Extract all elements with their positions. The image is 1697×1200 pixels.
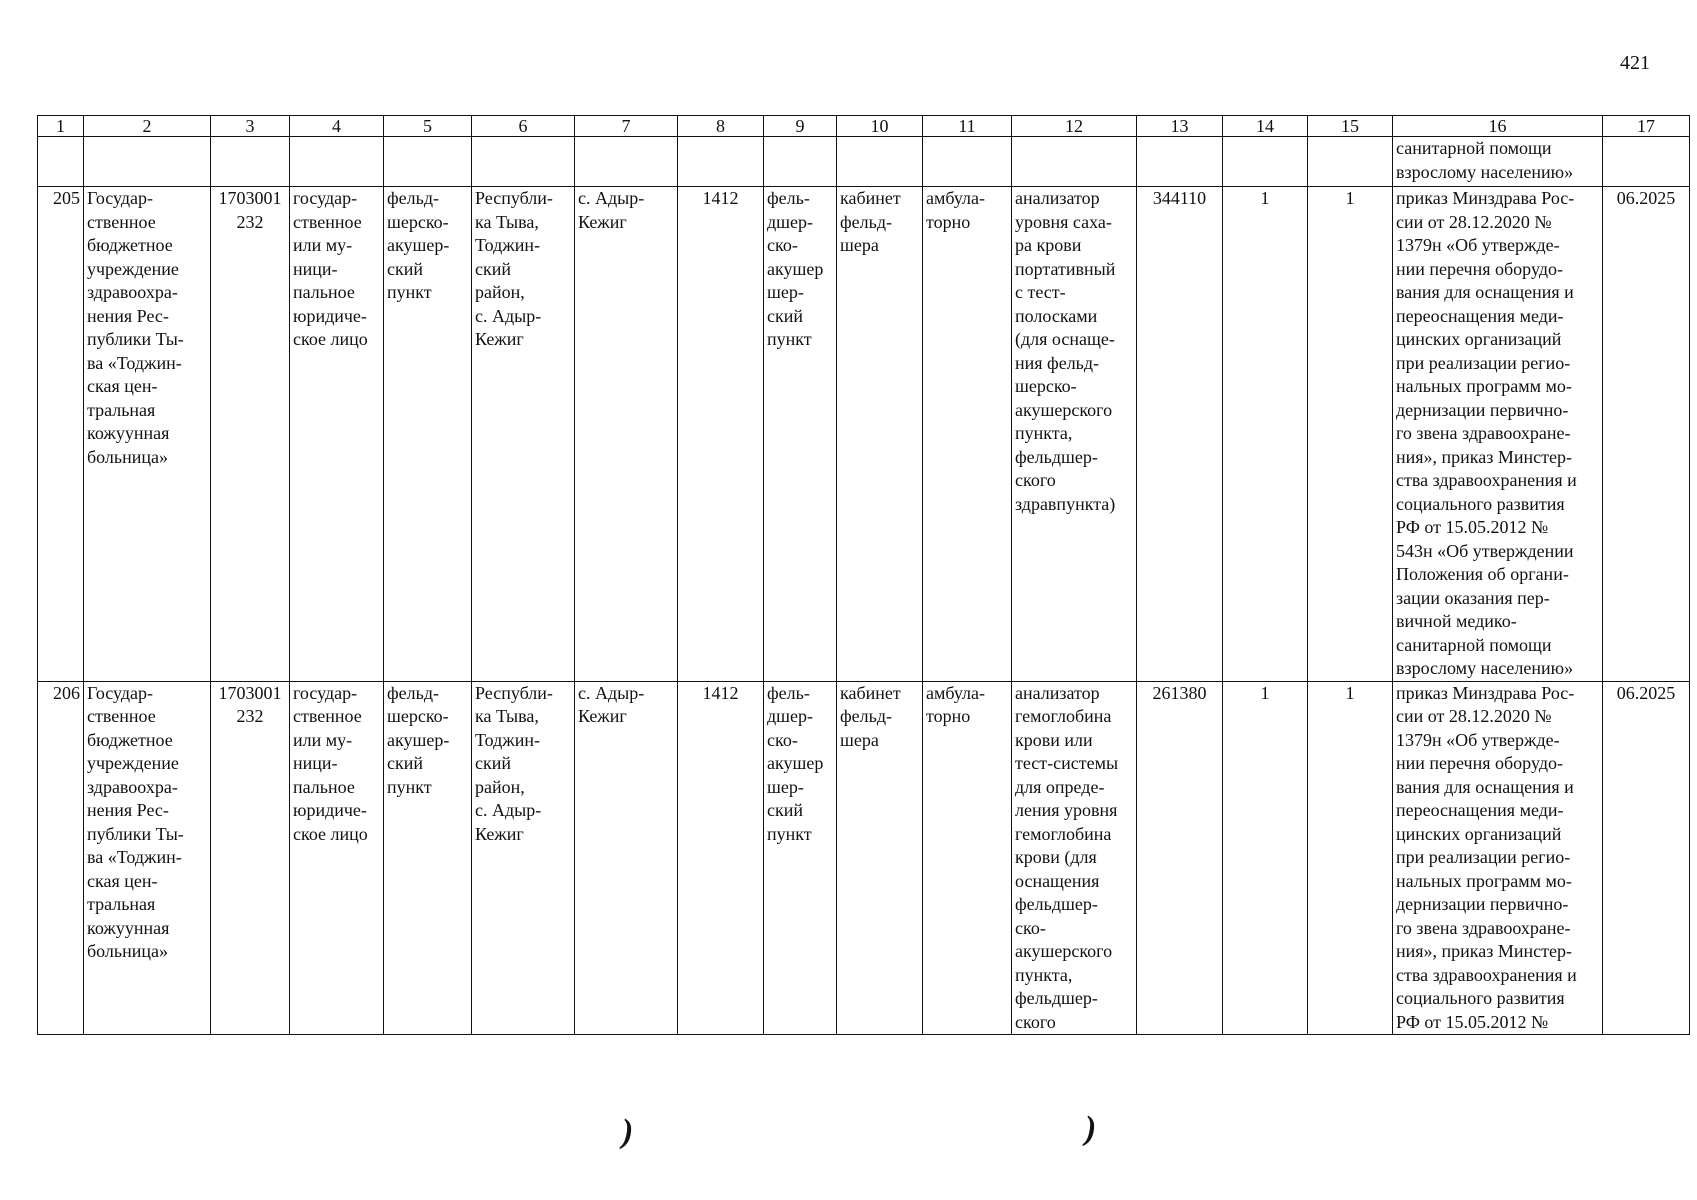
room-cell: кабинет фельд- шера (837, 681, 923, 1035)
col-header: 8 (678, 116, 764, 137)
col-header: 11 (923, 116, 1012, 137)
table-row (38, 681, 1690, 1035)
subdivision-cell: фель- дшер- ско- акушер шер- ский пункт (764, 681, 837, 1035)
col-header: 17 (1603, 116, 1690, 137)
legal-form-cell: государ- ственное или му- ници- пальное юридиче- ское лицо (290, 681, 384, 1035)
col-header: 10 (837, 116, 923, 137)
inn-cell: 1703001 232 (211, 681, 290, 1035)
col-header: 7 (575, 116, 678, 137)
col-header: 5 (384, 116, 472, 137)
care-condition-cell: амбула- торно (923, 187, 1012, 682)
column-number-row (38, 116, 1690, 137)
organization-cell: Государ- ственное бюджетное учреждение здравоохра- нения Рес- публики Ты- ва «Тоджин- ская цен- тральная кожуунная больница» (84, 681, 211, 1035)
equipment-table (37, 115, 1690, 1035)
legal-basis-cell: санитарной помощи взрослому населению» (1393, 137, 1603, 187)
equipment-cell: анализатор уровня саха- ра крови портативный с тест- полосками (для оснаще- ния фельд- шерско- акушерского пункта, фельдшер- ского здравпункта) (1012, 187, 1137, 682)
col-header: 16 (1393, 116, 1603, 137)
equipment-cell: анализатор гемоглобина крови или тест-системы для опреде- ления уровня гемоглобина крови (для оснащения фельдшер- ско- акушерского пункта, фельдшер- ского (1012, 681, 1137, 1035)
quantity-15-cell: 1 (1308, 187, 1393, 682)
subdivision-cell: фель- дшер- ско- акушер шер- ский пункт (764, 187, 837, 682)
col-header: 13 (1137, 116, 1223, 137)
table-row (38, 187, 1690, 682)
unit-type-cell: фельд- шерско- акушер- ский пункт (384, 681, 472, 1035)
date-cell: 06.2025 (1603, 681, 1690, 1035)
quantity-14-cell: 1 (1223, 681, 1308, 1035)
quantity-14-cell: 1 (1223, 187, 1308, 682)
page-number: 421 (1620, 52, 1650, 74)
col-header: 15 (1308, 116, 1393, 137)
col-header: 9 (764, 116, 837, 137)
inn-cell: 1703001 232 (211, 187, 290, 682)
col-header: 4 (290, 116, 384, 137)
col-header: 1 (38, 116, 84, 137)
quantity-15-cell: 1 (1308, 681, 1393, 1035)
legal-form-cell: государ- ственное или му- ници- пальное юридиче- ское лицо (290, 187, 384, 682)
code-cell: 1412 (678, 681, 764, 1035)
row-number-cell: 206 (38, 681, 84, 1035)
legal-basis-cell: приказ Минздрава Рос- сии от 28.12.2020 № 1379н «Об утвержде- нии перечня оборудо- вания для оснащения и переоснащения меди- цинских организаций при реализации регио- нальных программ мо- дернизации первично- го звена здравоохране- ния», приказ Минстер- ства здравоохранения и социального развития РФ от 15.05.2012 № (1393, 681, 1603, 1035)
settlement-cell: с. Адыр- Кежиг (575, 681, 678, 1035)
col-header: 2 (84, 116, 211, 137)
code-13-cell: 261380 (1137, 681, 1223, 1035)
care-condition-cell: амбула- торно (923, 681, 1012, 1035)
unit-type-cell: фельд- шерско- акушер- ский пункт (384, 187, 472, 682)
date-cell: 06.2025 (1603, 187, 1690, 682)
room-cell: кабинет фельд- шера (837, 187, 923, 682)
organization-cell: Государ- ственное бюджетное учреждение здравоохра- нения Рес- публики Ты- ва «Тоджин- ская цен- тральная кожуунная больница» (84, 187, 211, 682)
scan-mark: ) (1085, 1110, 1097, 1147)
continuation-row (38, 137, 1690, 187)
address-cell: Республи- ка Тыва, Тоджин- ский район, с. Адыр- Кежиг (472, 681, 575, 1035)
col-header: 12 (1012, 116, 1137, 137)
row-number-cell: 205 (38, 187, 84, 682)
scan-mark: ) (622, 1113, 634, 1150)
address-cell: Республи- ка Тыва, Тоджин- ский район, с. Адыр- Кежиг (472, 187, 575, 682)
legal-basis-cell: приказ Минздрава Рос- сии от 28.12.2020 № 1379н «Об утвержде- нии перечня оборудо- вания для оснащения и переоснащения меди- цинских организаций при реализации регио- нальных программ мо- дернизации первично- го звена здравоохране- ния», приказ Минстер- ства здравоохранения и социального развития РФ от 15.05.2012 № 543н «Об утверждении Положения об органи- зации оказания пер- вичной медико- санитарной помощи взрослому населению» (1393, 187, 1603, 682)
col-header: 6 (472, 116, 575, 137)
code-cell: 1412 (678, 187, 764, 682)
col-header: 14 (1223, 116, 1308, 137)
settlement-cell: с. Адыр- Кежиг (575, 187, 678, 682)
col-header: 3 (211, 116, 290, 137)
code-13-cell: 344110 (1137, 187, 1223, 682)
